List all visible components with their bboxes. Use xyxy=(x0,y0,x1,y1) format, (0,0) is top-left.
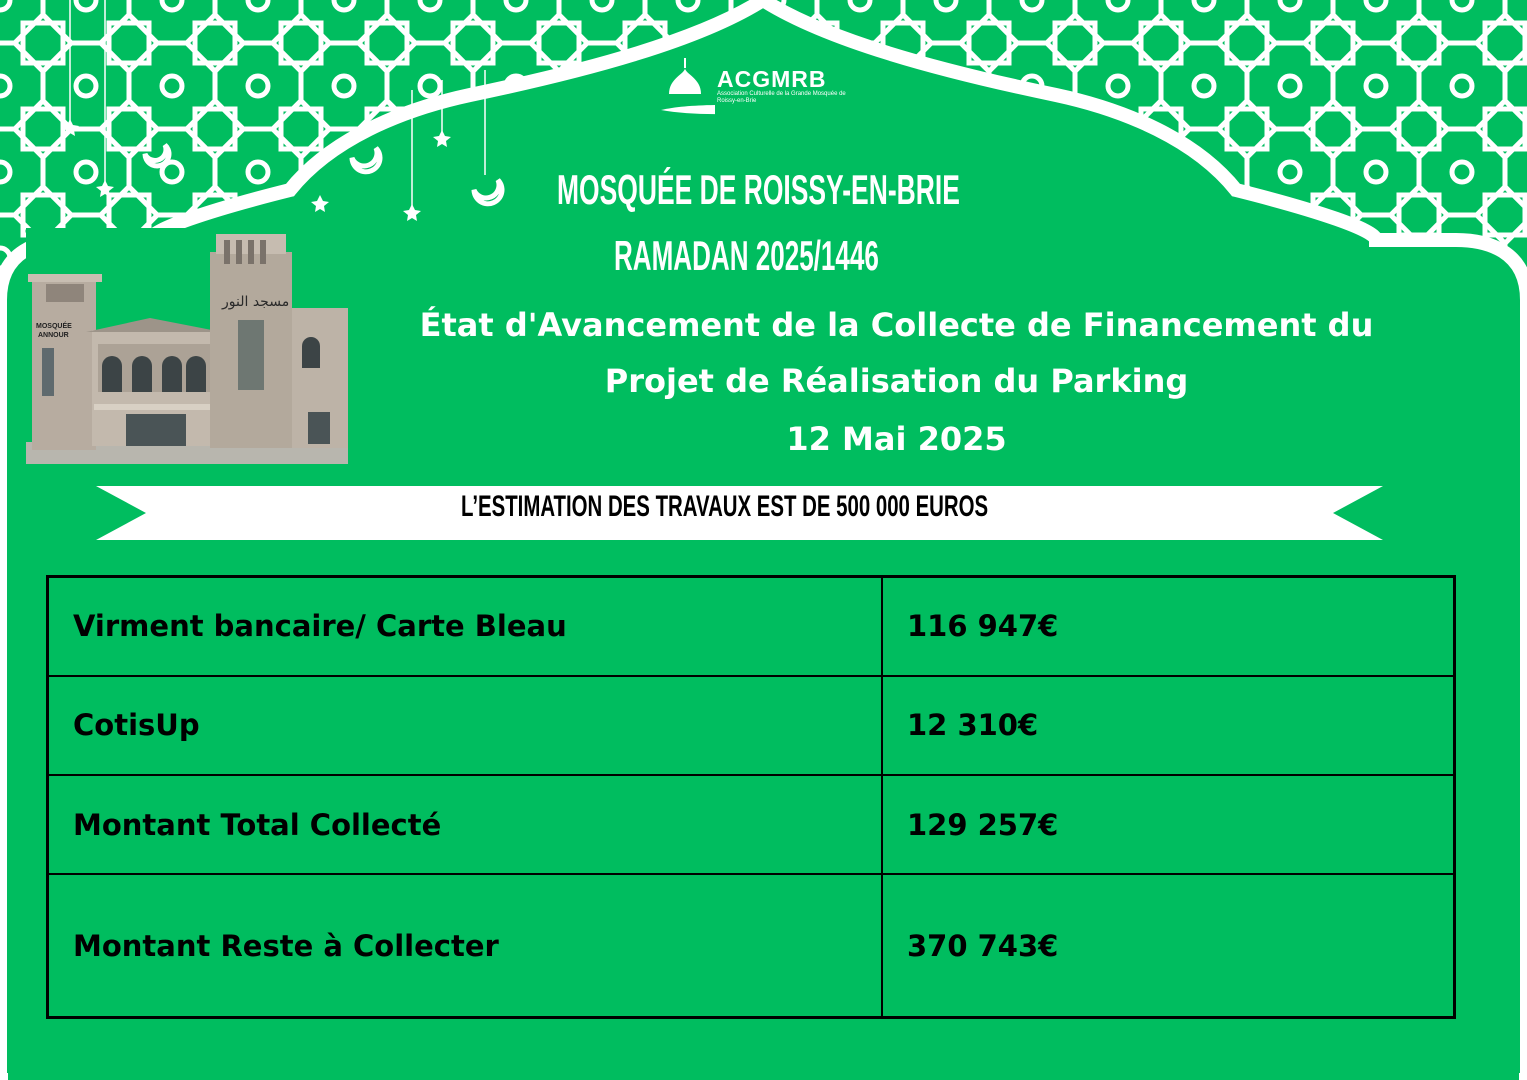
report-heading-line2: Projet de Réalisation du Parking xyxy=(604,362,1189,400)
logo-name: ACGMRB xyxy=(717,66,827,92)
row-value: 116 947€ xyxy=(882,577,1455,676)
mosque-calligraphy: مسجد النور xyxy=(222,294,290,310)
estimation-banner: L’ESTIMATION DES TRAVAUX EST DE 500 000 EUROS xyxy=(461,490,989,523)
mosque-logo-icon xyxy=(655,52,715,132)
report-heading-line1: État d'Avancement de la Collecte de Financement du xyxy=(419,306,1374,344)
table-row xyxy=(48,577,1455,676)
row-value: 12 310€ xyxy=(882,676,1455,775)
table-row xyxy=(48,775,1455,874)
row-label: Montant Reste à Collecter xyxy=(48,874,883,1017)
page-subtitle-ramadan: RAMADAN 2025/1446 xyxy=(614,232,879,279)
funding-table xyxy=(46,575,1456,1019)
row-value: 129 257€ xyxy=(882,775,1455,874)
row-value: 370 743€ xyxy=(882,874,1455,1017)
row-label: CotisUp xyxy=(48,676,883,775)
row-label: Virment bancaire/ Carte Bleau xyxy=(48,577,883,676)
acgmrb-logo xyxy=(655,52,855,132)
table-row xyxy=(48,874,1455,1017)
report-date: 12 Mai 2025 xyxy=(786,420,1007,458)
mosque-sign: MOSQUÉE xyxy=(36,323,72,330)
table-row xyxy=(48,676,1455,775)
logo-subtitle: Association Culturelle de la Grande Mosquée de Roissy-en-Brie xyxy=(717,91,846,104)
svg-text:ANNOUR: ANNOUR xyxy=(38,332,69,339)
row-label: Montant Total Collecté xyxy=(48,775,883,874)
page-title: MOSQUÉE DE ROISSY-EN-BRIE xyxy=(557,166,960,213)
mosque-photo xyxy=(26,228,348,464)
